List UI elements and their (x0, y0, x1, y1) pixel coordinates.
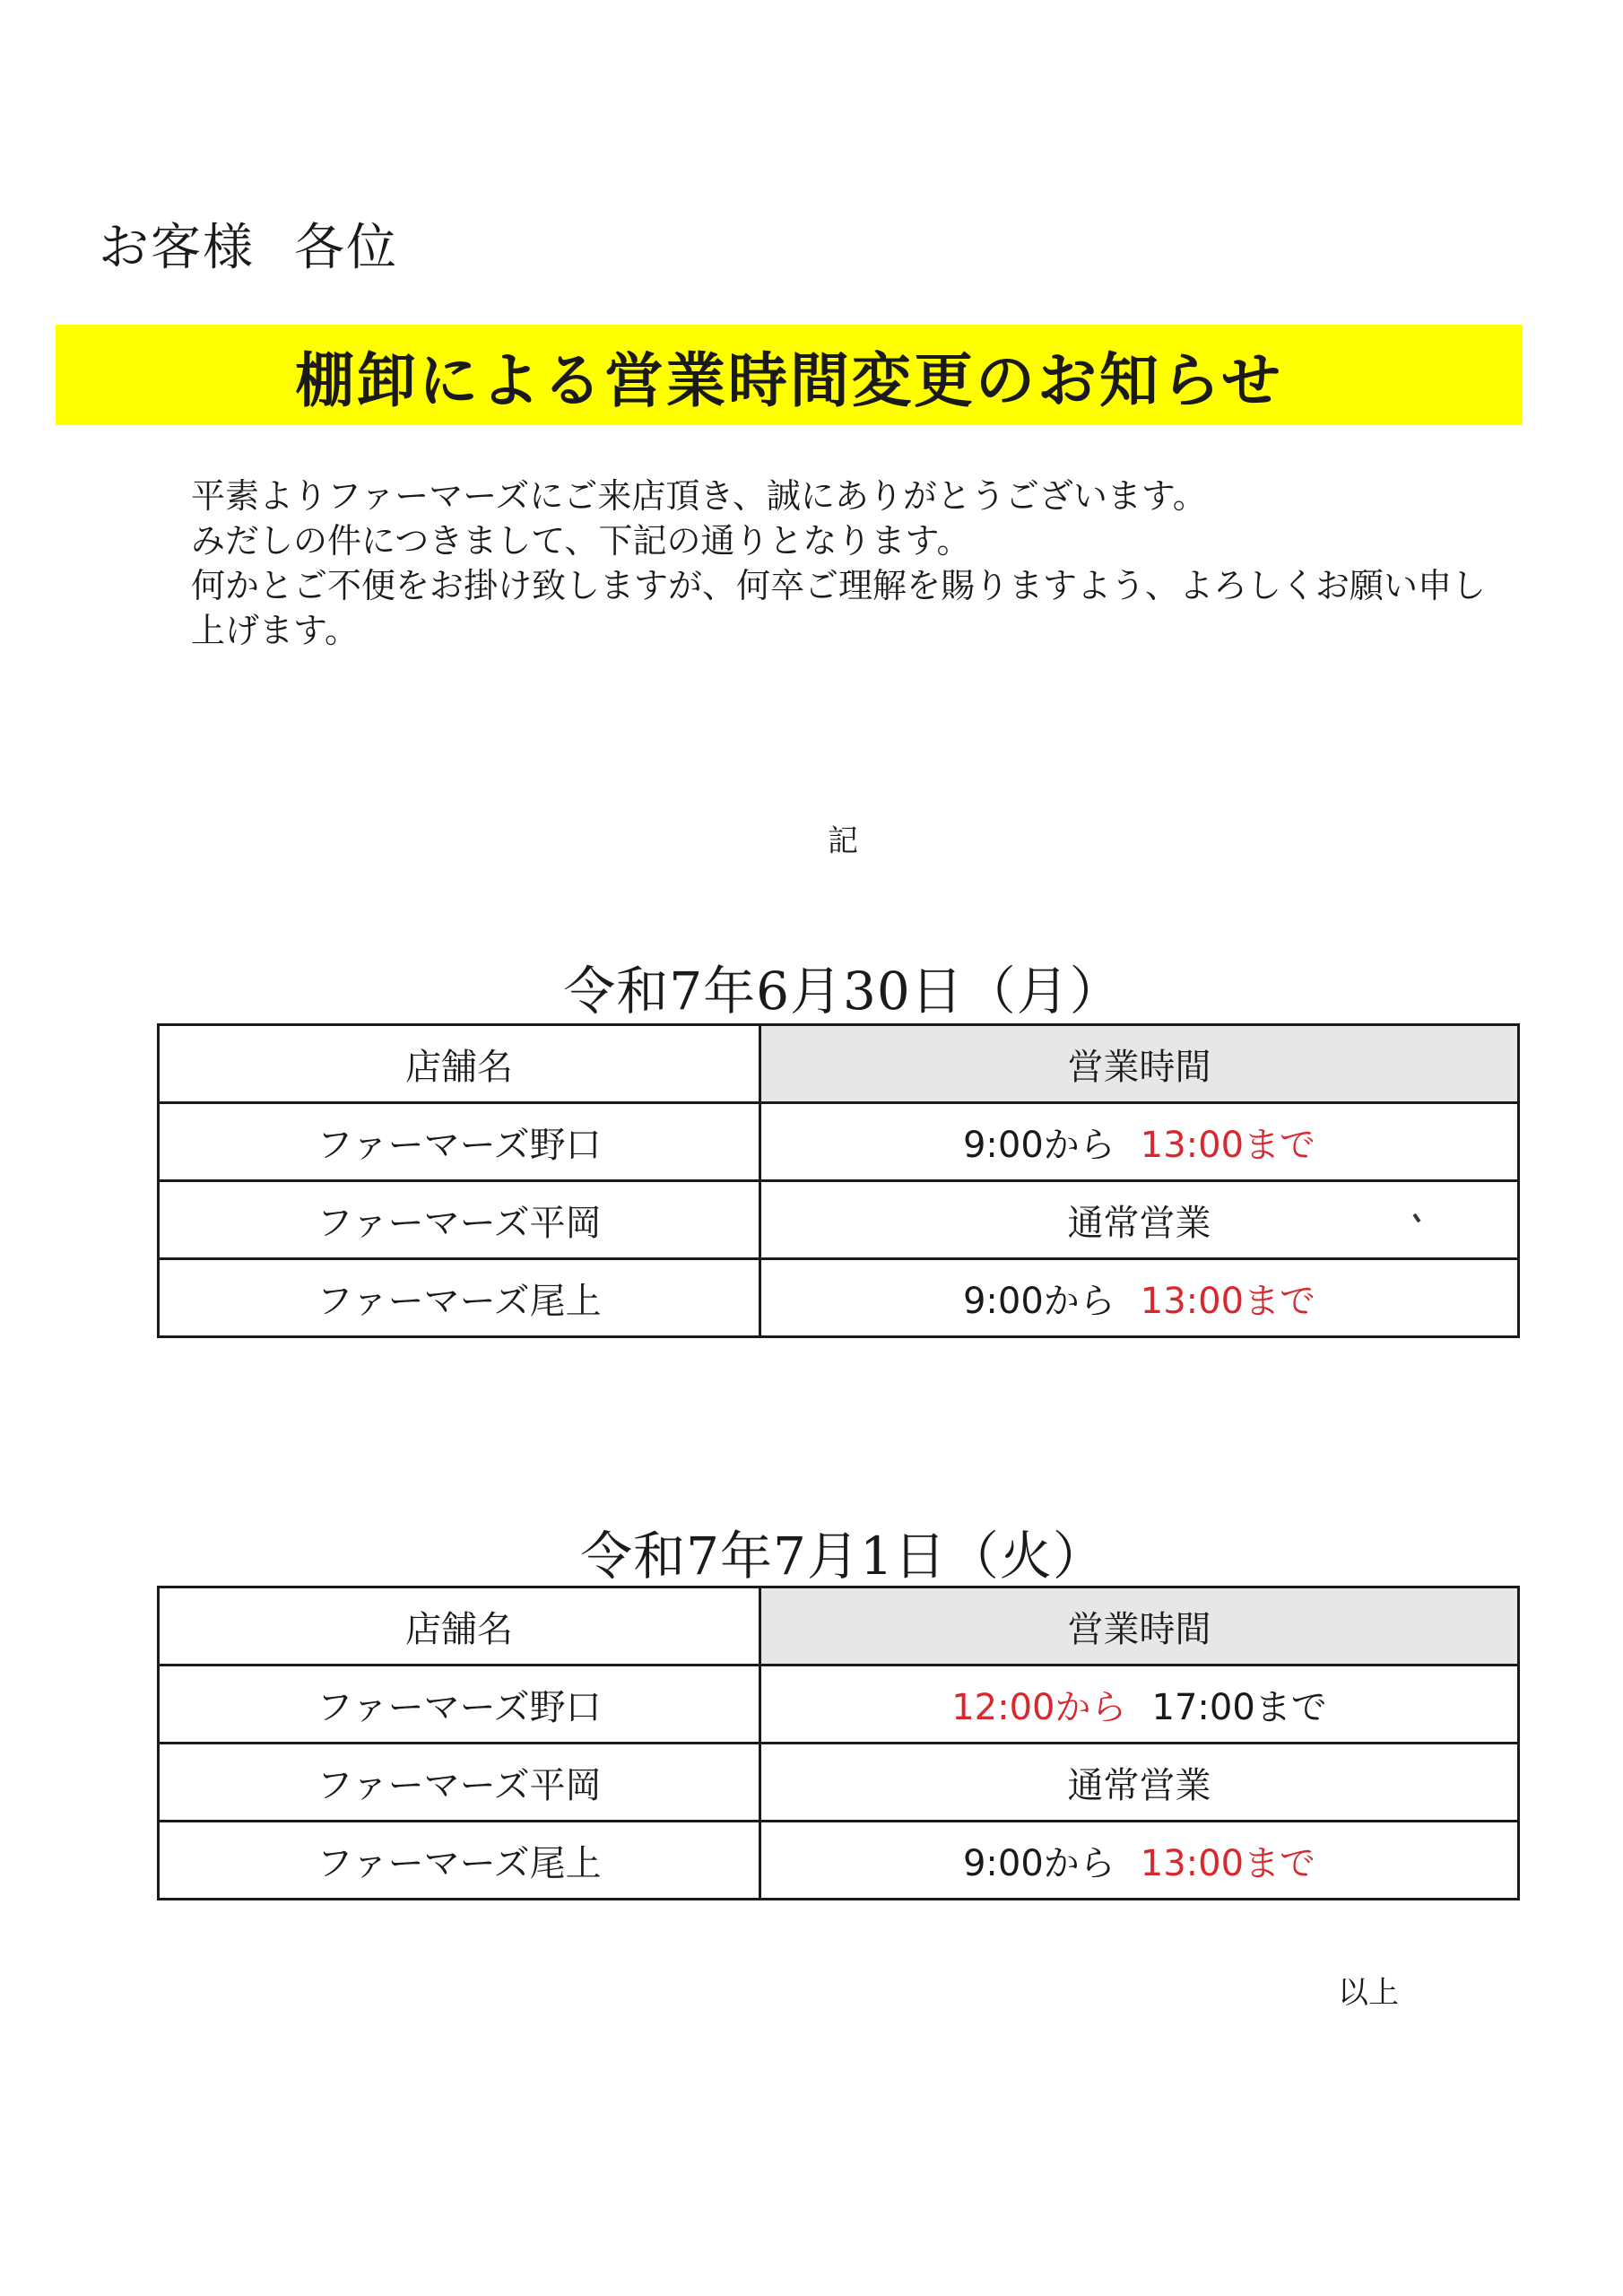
open-time: 9:00から (962, 1842, 1115, 1884)
hours-table (157, 1586, 1520, 1900)
table-row (159, 1181, 1519, 1259)
store-name: ファーマーズ尾上 (159, 1259, 760, 1337)
open-time: 9:00から (962, 1280, 1115, 1322)
store-column-header: 店舗名 (159, 1587, 760, 1665)
store-name: ファーマーズ野口 (159, 1103, 760, 1181)
close-time: 13:00まで (1140, 1124, 1316, 1166)
store-column-header: 店舗名 (159, 1025, 760, 1103)
addressee-name: お客様 (99, 219, 255, 277)
hours-table (157, 1023, 1520, 1338)
hours-cell: 通常営業 (760, 1744, 1519, 1822)
close-time: 13:00まで (1140, 1280, 1316, 1322)
hours-cell (760, 1259, 1519, 1337)
hours-cell (760, 1103, 1519, 1181)
addressee-honorific: 各位 (294, 219, 398, 277)
closing-mark: 以上 (1338, 1975, 1399, 2011)
table-header-row (159, 1587, 1519, 1665)
schedule-date-heading: 令和7年7月1日（火） (580, 1526, 1106, 1587)
hours-cell: 通常営業 (760, 1181, 1519, 1259)
intro-line: 平素よりファーマーズにご来店頂き、誠にありがとうございます。 (191, 476, 1207, 516)
hours-cell (760, 1665, 1519, 1744)
open-time: 12:00から (951, 1686, 1127, 1728)
intro-line: 何かとご不便をお掛け致しますが、何卒ご理解を賜りますよう、よろしくお願い申し (191, 566, 1487, 605)
addressee-line (99, 208, 398, 280)
intro-line: みだしの件につきまして、下記の通りとなります。 (191, 521, 971, 561)
store-name: ファーマーズ平岡 (159, 1181, 760, 1259)
close-time: 17:00まで (1151, 1686, 1327, 1728)
close-time: 13:00まで (1140, 1842, 1316, 1884)
title-banner (56, 325, 1523, 425)
store-name: ファーマーズ野口 (159, 1665, 760, 1744)
intro-line: 上げます。 (191, 611, 359, 650)
table-row (159, 1259, 1519, 1337)
intro-paragraph (166, 474, 1493, 653)
ki-marker: 記 (828, 823, 858, 859)
table-row (159, 1665, 1519, 1744)
hours-column-header: 営業時間 (760, 1587, 1519, 1665)
store-name: ファーマーズ尾上 (159, 1822, 760, 1900)
schedule-date-heading: 令和7年6月30日（月） (563, 961, 1123, 1022)
open-time: 9:00から (962, 1124, 1115, 1166)
store-name: ファーマーズ平岡 (159, 1744, 760, 1822)
table-row (159, 1822, 1519, 1900)
hours-cell (760, 1822, 1519, 1900)
hours-column-header: 営業時間 (760, 1025, 1519, 1103)
notice-title: 棚卸による営業時間変更のお知らせ (294, 345, 1284, 415)
table-header-row (159, 1025, 1519, 1103)
table-row (159, 1103, 1519, 1181)
table-row (159, 1744, 1519, 1822)
